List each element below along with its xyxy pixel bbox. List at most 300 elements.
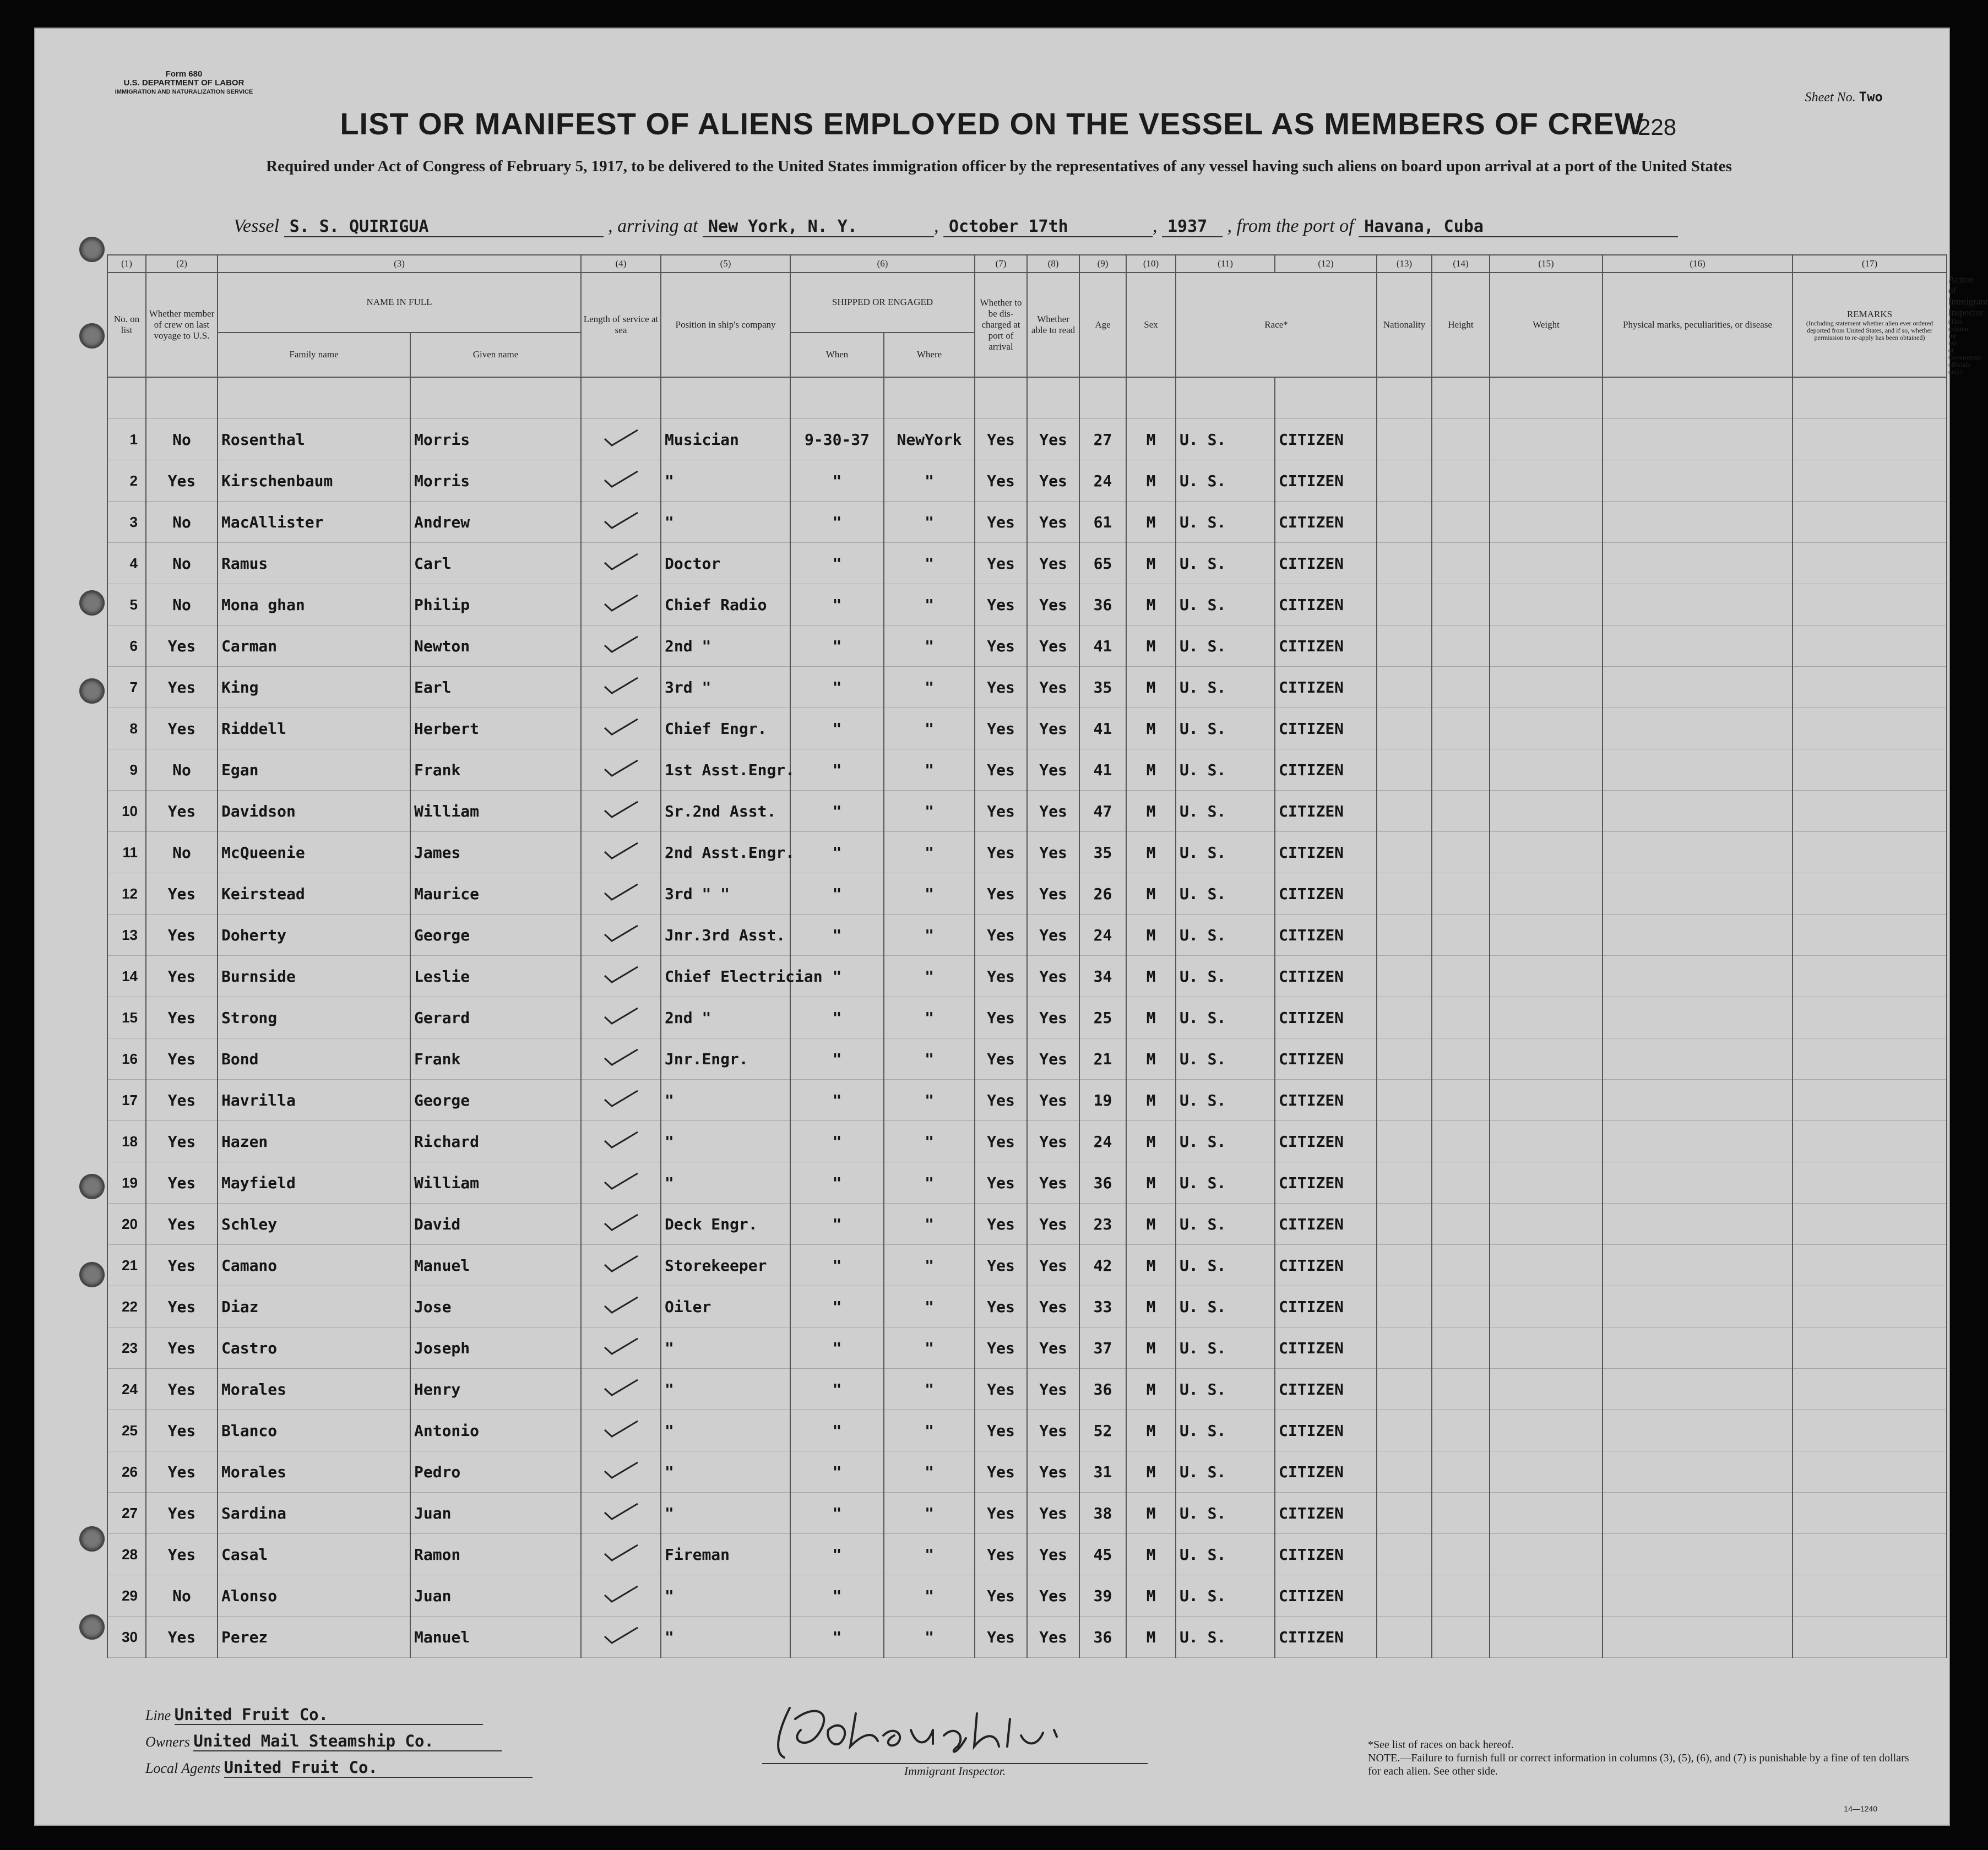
crew-last-voyage-cell: Yes: [146, 1451, 218, 1493]
remarks-cell: [1603, 1245, 1793, 1286]
discharged-cell: Yes: [975, 832, 1027, 873]
length-of-service-cell: [581, 1575, 661, 1617]
weight-cell: [1432, 625, 1490, 667]
binder-hole: [79, 678, 105, 704]
discharged-cell: Yes: [975, 625, 1027, 667]
able-to-read-cell: Yes: [1027, 1369, 1079, 1410]
row-number-cell: 19: [107, 1162, 146, 1204]
table-row: [107, 791, 1947, 832]
physical-marks-cell: [1490, 1286, 1603, 1327]
inspector-signature: [768, 1697, 1076, 1763]
table-row: [107, 873, 1947, 915]
family-name-cell: Castro: [218, 1327, 410, 1369]
family-name-cell: Havrilla: [218, 1080, 410, 1121]
table-row: [107, 584, 1947, 625]
given-name-cell: Newton: [410, 625, 581, 667]
age-cell: 23: [1079, 1204, 1126, 1245]
height-cell: [1377, 1534, 1432, 1575]
check-mark-icon: [602, 676, 640, 695]
weight-cell: [1432, 667, 1490, 708]
crew-last-voyage-cell: Yes: [146, 460, 218, 502]
col-num-14: (14): [1432, 255, 1490, 273]
family-name-cell: Davidson: [218, 791, 410, 832]
given-name-cell: Joseph: [410, 1327, 581, 1369]
height-cell: [1377, 1493, 1432, 1534]
header-name-in-full: NAME IN FULL: [218, 273, 581, 333]
row-number-cell: 22: [107, 1286, 146, 1327]
table-row: [107, 1493, 1947, 1534]
race-cell: U. S.: [1176, 1121, 1275, 1162]
position-cell: ": [661, 1410, 790, 1451]
header-discharged: Whether to be dis-charged at port of arrival: [975, 273, 1027, 377]
check-mark-icon: [602, 1460, 640, 1480]
binder-hole: [79, 237, 105, 262]
position-cell: Musician: [661, 419, 790, 460]
crew-last-voyage-cell: Yes: [146, 1534, 218, 1575]
check-mark-icon: [602, 634, 640, 654]
inspector-action-cell: [1793, 915, 1947, 956]
weight-cell: [1432, 956, 1490, 997]
check-mark-icon: [602, 1378, 640, 1397]
position-cell: ": [661, 1575, 790, 1617]
inspector-action-cell: [1793, 832, 1947, 873]
family-name-cell: Morales: [218, 1369, 410, 1410]
form-number: Form 680: [165, 69, 203, 79]
race-cell: U. S.: [1176, 460, 1275, 502]
physical-marks-cell: [1490, 1617, 1603, 1658]
penalty-note: NOTE.—Failure to furnish full or correct information in columns (3), (5), (6), and (7) is punishable by a fine of ten dollars for each alien. See other side.: [1368, 1752, 1909, 1777]
discharged-cell: Yes: [975, 1534, 1027, 1575]
height-cell: [1377, 956, 1432, 997]
race-cell: U. S.: [1176, 543, 1275, 584]
length-of-service-cell: [581, 584, 661, 625]
row-number-cell: 10: [107, 791, 146, 832]
header-sex: Sex: [1126, 273, 1176, 377]
shipped-when-cell: ": [790, 1451, 884, 1493]
nationality-cell: CITIZEN: [1275, 1617, 1377, 1658]
crew-last-voyage-cell: Yes: [146, 1080, 218, 1121]
given-name-cell: Gerard: [410, 997, 581, 1038]
inspector-action-cell: [1793, 1038, 1947, 1080]
sex-cell: M: [1126, 419, 1176, 460]
physical-marks-cell: [1490, 1204, 1603, 1245]
length-of-service-cell: [581, 1493, 661, 1534]
check-mark-icon: [602, 758, 640, 778]
crew-last-voyage-cell: Yes: [146, 1121, 218, 1162]
table-row: [107, 1286, 1947, 1327]
given-name-cell: David: [410, 1204, 581, 1245]
position-cell: ": [661, 1451, 790, 1493]
nationality-cell: CITIZEN: [1275, 1245, 1377, 1286]
height-cell: [1377, 1080, 1432, 1121]
length-of-service-cell: [581, 873, 661, 915]
discharged-cell: Yes: [975, 873, 1027, 915]
table-row: [107, 1204, 1947, 1245]
race-cell: U. S.: [1176, 1534, 1275, 1575]
shipped-when-cell: ": [790, 873, 884, 915]
row-number-cell: 28: [107, 1534, 146, 1575]
weight-cell: [1432, 543, 1490, 584]
age-cell: 38: [1079, 1493, 1126, 1534]
remarks-cell: [1603, 584, 1793, 625]
shipped-when-cell: ": [790, 460, 884, 502]
table-row: [107, 1038, 1947, 1080]
footer-notes: [1368, 1738, 1919, 1778]
weight-cell: [1432, 1617, 1490, 1658]
remarks-note: (Including statement whether alien ever ordered deported from United States, and if so, whether permission to re-apply has been obtained): [1806, 319, 1933, 341]
physical-marks-cell: [1490, 543, 1603, 584]
nationality-cell: CITIZEN: [1275, 1327, 1377, 1369]
remarks-cell: [1603, 997, 1793, 1038]
shipped-where-cell: ": [884, 1204, 975, 1245]
row-number-cell: 26: [107, 1451, 146, 1493]
race-cell: U. S.: [1176, 791, 1275, 832]
sex-cell: M: [1126, 1245, 1176, 1286]
physical-marks-cell: [1490, 708, 1603, 749]
shipped-where-cell: ": [884, 956, 975, 997]
shipped-where-cell: ": [884, 708, 975, 749]
race-cell: U. S.: [1176, 667, 1275, 708]
family-name-cell: Mayfield: [218, 1162, 410, 1204]
department: U.S. DEPARTMENT OF LABOR: [123, 78, 245, 88]
table-row: [107, 749, 1947, 791]
sheet-value: Two: [1859, 89, 1883, 105]
inspector-action-cell: [1793, 749, 1947, 791]
physical-marks-cell: [1490, 1451, 1603, 1493]
position-cell: Jnr.3rd Asst.: [661, 915, 790, 956]
table-row: [107, 1617, 1947, 1658]
check-mark-icon: [602, 1006, 640, 1026]
discharged-cell: Yes: [975, 543, 1027, 584]
header-crew-last-voyage: Whether member of crew on last voyage to U.S.: [146, 273, 218, 377]
able-to-read-cell: Yes: [1027, 1575, 1079, 1617]
able-to-read-cell: Yes: [1027, 1286, 1079, 1327]
weight-cell: [1432, 1245, 1490, 1286]
length-of-service-cell: [581, 460, 661, 502]
col-num-15: (15): [1490, 255, 1603, 273]
remarks-cell: [1603, 1575, 1793, 1617]
able-to-read-cell: Yes: [1027, 1617, 1079, 1658]
race-cell: U. S.: [1176, 1617, 1275, 1658]
row-number-cell: 11: [107, 832, 146, 873]
inspector-action-cell: [1793, 1162, 1947, 1204]
weight-cell: [1432, 791, 1490, 832]
family-name-cell: Egan: [218, 749, 410, 791]
shipped-where-cell: ": [884, 1286, 975, 1327]
able-to-read-cell: Yes: [1027, 832, 1079, 873]
position-cell: 2nd ": [661, 997, 790, 1038]
height-cell: [1377, 1038, 1432, 1080]
shipped-when-cell: ": [790, 749, 884, 791]
sex-cell: M: [1126, 1534, 1176, 1575]
age-cell: 31: [1079, 1451, 1126, 1493]
crew-table: (1) (2) (3) (4) (5) (6) (7) (8) (9) (10) (11) (12) (13) (14) (15) (16) (17) No. on list Whether member of crew on last voyage to U.S. NAME IN FULL Length of service at sea Position in ship's company SHIPPED OR ENGAGED Whether to be dis-charged at port of arrival Whether able to read Age Sex Race* Nationality Height Weight Physical marks, peculiarities, or disease REMARKS (Including statement whether alien ever ordered deported from United States, and if so, whether permission to re-apply has been obtained) Action of Immigrant Inspector (This column for use of Government officials only) Family name Given name When Where 1 No Rosenthal Morris Musician 9-30-37 NewYork Yes Yes 27 M U. S. CITIZEN 2 Yes Kirschenbaum Morris " " " Yes Yes 24 M U. S. CITIZEN 3 No MacAllister Andrew " " " Yes Yes 61 M U. S. CITIZEN 4 No Ramus Carl Doctor " " Yes Yes 65 M U. S. CITIZEN 5 No Mona ghan Philip Chief Radio " " Yes Yes 36 M U. S. CITIZEN 6 Yes Carman Newton 2nd " " " Yes Yes 41 M U. S. CITIZEN 7 Yes King Earl 3rd " " " Yes Yes 35 M U. S. CITIZEN 8 Yes Riddell Herbert Chief Engr. " " Yes Yes 41 M U. S. CITIZEN 9 No Egan Frank 1st Asst.Engr. " " Yes Yes 41 M U. S. CITIZEN 10 Yes Davidson William Sr.2nd Asst. " " Yes Yes 47 M U. S. CITIZEN 11 No McQueenie James 2nd Asst.Engr. " " Yes Yes 35 M U. S. CITIZEN 12 Yes Keirstead Maurice 3rd " " " " Yes Yes 26 M U. S. CITIZEN 13 Yes Doherty George Jnr.3rd Asst. " " Yes Yes 24 M U. S. CITIZEN 14 Yes Burnside Leslie Chief Electrician " " Yes Yes 34 M U. S. CITIZEN 15 Yes Strong Gerard 2nd " " " Yes Yes 25 M U. S. CITIZEN 16 Yes Bond Frank Jnr.Engr. " " Yes Yes 21 M U. S. CITIZEN 17 Yes Havrilla George " " " Yes Yes 19 M U. S. CITIZEN 18 Yes Hazen Richard " " " Yes Yes 24 M U. S. CITIZEN 19 Yes Mayfield William " " " Yes Yes 36 M U. S. CITIZEN 20 Yes Schley David Deck Engr. " " Yes Yes 23 M U. S. CITIZEN 21 Yes Camano Manuel Storekeeper " " Yes Yes 42 M U. S. CITIZEN 22 Yes Diaz Jose Oiler " " Yes Yes 33 M U. S. CITIZEN 23 Yes Castro Joseph " " " Yes Yes 37 M U. S. CITIZEN 24 Yes Morales Henry " " " Yes Yes 36 M U. S. CITIZEN 25 Yes Blanco Antonio " " " Yes Yes 52 M U. S. CITIZEN 26 Yes Morales Pedro " " " Yes Yes 31 M U. S. CITIZEN 27 Yes Sardina Juan " " " Yes Yes 38 M U. S. CITIZEN 28 Yes Casal Ramon Fireman " " Yes Yes 45 M U. S. CITIZEN 29 No Alonso Juan " " " Yes Yes 39 M U. S. CITIZEN 30 Yes Perez Manuel " " " Yes Yes 36 M U. S. CITIZEN: [107, 254, 1947, 1658]
physical-marks-cell: [1490, 1038, 1603, 1080]
shipped-where-cell: ": [884, 1162, 975, 1204]
physical-marks-cell: [1490, 1080, 1603, 1121]
col-num-6: (6): [790, 255, 975, 273]
age-cell: 41: [1079, 625, 1126, 667]
family-name-cell: Alonso: [218, 1575, 410, 1617]
weight-cell: [1432, 1162, 1490, 1204]
able-to-read-cell: Yes: [1027, 915, 1079, 956]
inspector-action-cell: [1793, 1410, 1947, 1451]
vessel-label: Vessel: [233, 216, 280, 236]
length-of-service-cell: [581, 1080, 661, 1121]
position-cell: ": [661, 502, 790, 543]
remarks-cell: [1603, 460, 1793, 502]
nationality-cell: CITIZEN: [1275, 791, 1377, 832]
family-name-cell: Mona ghan: [218, 584, 410, 625]
length-of-service-cell: [581, 1204, 661, 1245]
binder-hole: [79, 590, 105, 616]
discharged-cell: Yes: [975, 915, 1027, 956]
row-number-cell: 9: [107, 749, 146, 791]
inspector-action-cell: [1793, 1080, 1947, 1121]
height-cell: [1377, 1204, 1432, 1245]
weight-cell: [1432, 1410, 1490, 1451]
height-cell: [1377, 708, 1432, 749]
discharged-cell: Yes: [975, 997, 1027, 1038]
departure-port: Havana, Cuba: [1359, 217, 1678, 237]
able-to-read-cell: Yes: [1027, 1534, 1079, 1575]
crew-rows: [107, 377, 1947, 1658]
table-row: [107, 1369, 1947, 1410]
physical-marks-cell: [1490, 502, 1603, 543]
crew-last-voyage-cell: Yes: [146, 708, 218, 749]
remarks-cell: [1603, 1204, 1793, 1245]
shipped-where-cell: ": [884, 1245, 975, 1286]
remarks-cell: [1603, 625, 1793, 667]
given-name-cell: George: [410, 1080, 581, 1121]
nationality-cell: CITIZEN: [1275, 584, 1377, 625]
crew-last-voyage-cell: Yes: [146, 1617, 218, 1658]
arriving-label: , arriving at: [608, 216, 698, 236]
header-shipped: SHIPPED OR ENGAGED: [790, 273, 975, 333]
position-cell: Fireman: [661, 1534, 790, 1575]
table-row: [107, 460, 1947, 502]
position-cell: Jnr.Engr.: [661, 1038, 790, 1080]
sex-cell: M: [1126, 502, 1176, 543]
position-cell: Deck Engr.: [661, 1204, 790, 1245]
family-name-cell: Diaz: [218, 1286, 410, 1327]
table-row: [107, 956, 1947, 997]
physical-marks-cell: [1490, 791, 1603, 832]
race-cell: U. S.: [1176, 708, 1275, 749]
shipped-where-cell: ": [884, 1038, 975, 1080]
physical-marks-cell: [1490, 956, 1603, 997]
sex-cell: M: [1126, 1327, 1176, 1369]
remarks-cell: [1603, 749, 1793, 791]
given-name-cell: Richard: [410, 1121, 581, 1162]
discharged-cell: Yes: [975, 1080, 1027, 1121]
length-of-service-cell: [581, 502, 661, 543]
row-number-cell: 6: [107, 625, 146, 667]
crew-last-voyage-cell: Yes: [146, 667, 218, 708]
discharged-cell: Yes: [975, 1451, 1027, 1493]
discharged-cell: Yes: [975, 419, 1027, 460]
row-number-cell: 14: [107, 956, 146, 997]
able-to-read-cell: Yes: [1027, 1080, 1079, 1121]
family-name-cell: Strong: [218, 997, 410, 1038]
family-name-cell: McQueenie: [218, 832, 410, 873]
position-cell: ": [661, 1162, 790, 1204]
table-row: [107, 543, 1947, 584]
able-to-read-cell: Yes: [1027, 997, 1079, 1038]
able-to-read-cell: Yes: [1027, 1451, 1079, 1493]
crew-last-voyage-cell: Yes: [146, 625, 218, 667]
check-mark-icon: [602, 717, 640, 737]
physical-marks-cell: [1490, 1534, 1603, 1575]
inspector-action-cell: [1793, 625, 1947, 667]
family-name-cell: Blanco: [218, 1410, 410, 1451]
physical-marks-cell: [1490, 1575, 1603, 1617]
inspector-action-cell: [1793, 1204, 1947, 1245]
crew-last-voyage-cell: Yes: [146, 997, 218, 1038]
age-cell: 65: [1079, 543, 1126, 584]
discharged-cell: Yes: [975, 1121, 1027, 1162]
sex-cell: M: [1126, 915, 1176, 956]
shipped-where-cell: ": [884, 1369, 975, 1410]
weight-cell: [1432, 419, 1490, 460]
weight-cell: [1432, 708, 1490, 749]
col-num-8: (8): [1027, 255, 1079, 273]
sex-cell: M: [1126, 832, 1176, 873]
row-number-cell: 7: [107, 667, 146, 708]
able-to-read-cell: Yes: [1027, 1162, 1079, 1204]
age-cell: 27: [1079, 419, 1126, 460]
remarks-cell: [1603, 1121, 1793, 1162]
remarks-cell: [1603, 543, 1793, 584]
length-of-service-cell: [581, 1162, 661, 1204]
shipped-when-cell: ": [790, 1162, 884, 1204]
sex-cell: M: [1126, 1451, 1176, 1493]
age-cell: 37: [1079, 1327, 1126, 1369]
age-cell: 24: [1079, 460, 1126, 502]
weight-cell: [1432, 502, 1490, 543]
manifest-sheet: [34, 28, 1988, 1826]
physical-marks-cell: [1490, 1369, 1603, 1410]
weight-cell: [1432, 1121, 1490, 1162]
age-cell: 26: [1079, 873, 1126, 915]
discharged-cell: Yes: [975, 460, 1027, 502]
shipped-when-cell: ": [790, 708, 884, 749]
weight-cell: [1432, 584, 1490, 625]
shipped-when-cell: ": [790, 1369, 884, 1410]
line-value: United Fruit Co.: [175, 1705, 483, 1725]
discharged-cell: Yes: [975, 667, 1027, 708]
nationality-cell: CITIZEN: [1275, 1534, 1377, 1575]
family-name-cell: Ramus: [218, 543, 410, 584]
sex-cell: M: [1126, 460, 1176, 502]
row-number-cell: 20: [107, 1204, 146, 1245]
height-cell: [1377, 1286, 1432, 1327]
remarks-cell: [1603, 873, 1793, 915]
arrival-date: October 17th: [943, 217, 1153, 237]
given-name-cell: Andrew: [410, 502, 581, 543]
table-row: [107, 832, 1947, 873]
age-cell: 24: [1079, 1121, 1126, 1162]
shipped-where-cell: ": [884, 625, 975, 667]
given-name-cell: Henry: [410, 1369, 581, 1410]
race-cell: U. S.: [1176, 1327, 1275, 1369]
check-mark-icon: [602, 1089, 640, 1108]
inspector-action-cell: [1793, 1369, 1947, 1410]
able-to-read-cell: Yes: [1027, 1410, 1079, 1451]
inspector-action-cell: [1793, 667, 1947, 708]
given-name-cell: Ramon: [410, 1534, 581, 1575]
height-cell: [1377, 1162, 1432, 1204]
position-cell: Doctor: [661, 543, 790, 584]
shipped-when-cell: ": [790, 1204, 884, 1245]
given-name-cell: Leslie: [410, 956, 581, 997]
given-name-cell: Frank: [410, 1038, 581, 1080]
col-num-17: (17): [1793, 255, 1947, 273]
arrival-port: New York, N. Y.: [703, 217, 934, 237]
row-number-cell: 21: [107, 1245, 146, 1286]
subtitle: Required under Act of Congress of February 5, 1917, to be delivered to the United States immigration officer by the representatives of any vessel having such aliens on board upon arrival at a port of the United States: [266, 157, 1732, 175]
age-cell: 35: [1079, 667, 1126, 708]
family-name-cell: King: [218, 667, 410, 708]
shipped-where-cell: ": [884, 832, 975, 873]
family-name-cell: Keirstead: [218, 873, 410, 915]
height-cell: [1377, 1327, 1432, 1369]
age-cell: 41: [1079, 708, 1126, 749]
check-mark-icon: [602, 841, 640, 861]
binder-hole: [79, 1614, 105, 1640]
table-row: [107, 1575, 1947, 1617]
inspector-action-cell: [1793, 1451, 1947, 1493]
height-cell: [1377, 832, 1432, 873]
remarks-cell: [1603, 1038, 1793, 1080]
height-cell: [1377, 460, 1432, 502]
form-number-block: [101, 70, 267, 96]
race-cell: U. S.: [1176, 502, 1275, 543]
sex-cell: M: [1126, 1080, 1176, 1121]
able-to-read-cell: Yes: [1027, 873, 1079, 915]
check-mark-icon: [602, 1295, 640, 1315]
sex-cell: M: [1126, 873, 1176, 915]
header-length-of-service: Length of service at sea: [581, 273, 661, 377]
shipped-where-cell: ": [884, 1410, 975, 1451]
nationality-cell: CITIZEN: [1275, 1286, 1377, 1327]
crew-last-voyage-cell: No: [146, 832, 218, 873]
crew-last-voyage-cell: Yes: [146, 1162, 218, 1204]
physical-marks-cell: [1490, 1162, 1603, 1204]
given-name-cell: Morris: [410, 460, 581, 502]
sex-cell: M: [1126, 625, 1176, 667]
given-name-cell: Juan: [410, 1575, 581, 1617]
family-name-cell: Doherty: [218, 915, 410, 956]
check-mark-icon: [602, 469, 640, 489]
remarks-cell: [1603, 502, 1793, 543]
sex-cell: M: [1126, 956, 1176, 997]
sheet-number: [1805, 89, 1883, 105]
family-name-cell: MacAllister: [218, 502, 410, 543]
header-where: Where: [884, 333, 975, 377]
nationality-cell: CITIZEN: [1275, 1038, 1377, 1080]
weight-cell: [1432, 1038, 1490, 1080]
row-number-cell: 27: [107, 1493, 146, 1534]
shipped-where-cell: ": [884, 1121, 975, 1162]
able-to-read-cell: Yes: [1027, 419, 1079, 460]
check-mark-icon: [602, 1419, 640, 1439]
check-mark-icon: [602, 1584, 640, 1604]
row-number-cell: 12: [107, 873, 146, 915]
discharged-cell: Yes: [975, 584, 1027, 625]
inspector-action-cell: [1793, 502, 1947, 543]
weight-cell: [1432, 915, 1490, 956]
